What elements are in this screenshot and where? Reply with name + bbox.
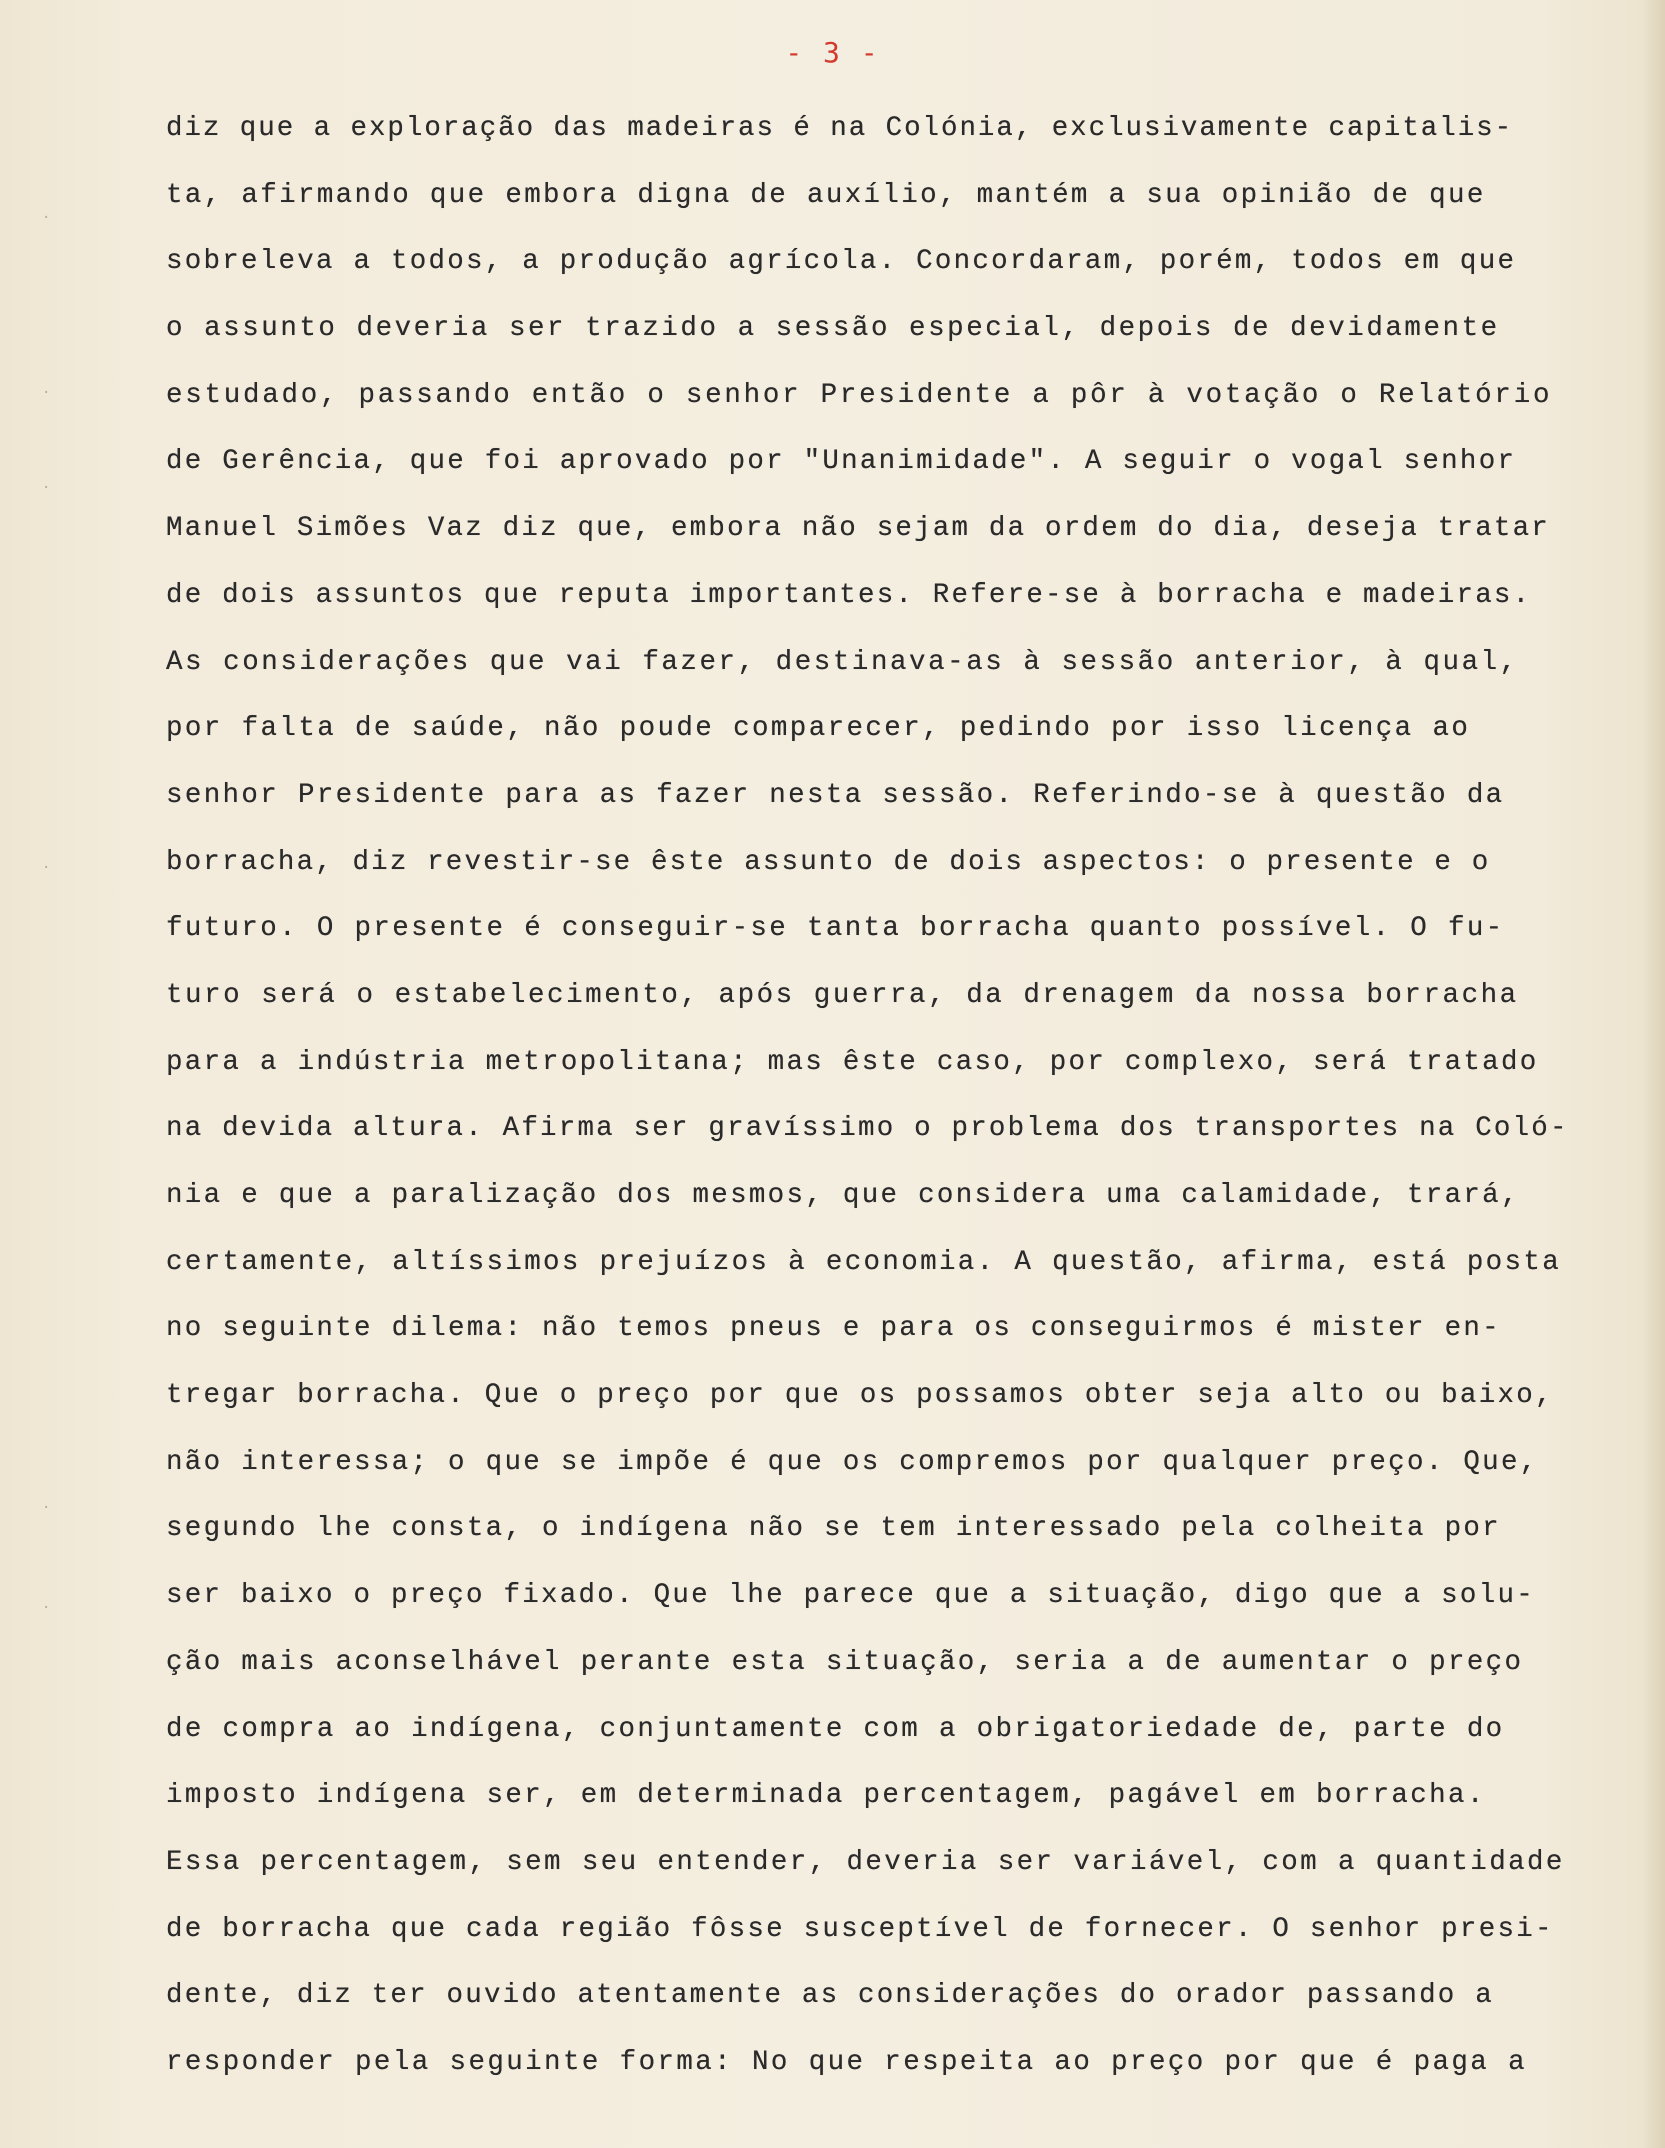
margin-mark: · — [42, 1600, 51, 1616]
text-line: no seguinte dilema: não temos pneus e para os conseguirmos é mister en- — [166, 1313, 1501, 1345]
page-number: - 3 - — [785, 36, 880, 69]
margin-mark: · — [42, 210, 51, 226]
text-line: tregar borracha. Que o preço por que os possamos obter seja alto ou baixo, — [166, 1380, 1554, 1412]
text-line: responder pela seguinte forma: No que respeita ao preço por que é paga a — [166, 2046, 1527, 2078]
text-line: ção mais aconselhável perante esta situação, seria a de aumentar o preço — [166, 1646, 1524, 1678]
text-line: para a indústria metropolitana; mas êste caso, por complexo, será tratado — [166, 1046, 1539, 1078]
margin-mark: · — [42, 1500, 51, 1516]
paper-edge-shadow — [1641, 0, 1665, 2148]
margin-mark: · — [42, 480, 51, 496]
text-line: diz que a exploração das madeiras é na Colónia, exclusivamente capitalis- — [166, 113, 1514, 144]
text-line: nia e que a paralização dos mesmos, que considera uma calamidade, trará, — [166, 1180, 1520, 1211]
text-line: borracha, diz revestir-se êste assunto de dois aspectos: o presente e o — [166, 846, 1491, 878]
text-line: turo será o estabelecimento, após guerra, da drenagem da nossa borracha — [166, 979, 1519, 1011]
text-line: por falta de saúde, não poude comparecer, pedindo por isso licença ao — [166, 713, 1471, 745]
text-line: estudado, passando então o senhor Presidente a pôr à votação o Relatório — [166, 379, 1553, 411]
text-line: imposto indígena ser, em determinada percentagem, pagável em borracha. — [166, 1780, 1486, 1812]
text-line: Manuel Simões Vaz diz que, embora não sejam da ordem do dia, deseja tratar — [166, 513, 1550, 545]
margin-mark: · — [42, 385, 51, 401]
margin-mark: · — [42, 860, 51, 876]
text-line: de borracha que cada região fôsse susceptível de fornecer. O senhor presi- — [166, 1913, 1554, 1945]
text-line: de dois assuntos que reputa importantes. Refere-se à borracha e madeiras. — [166, 579, 1532, 611]
text-line: dente, diz ter ouvido atentamente as considerações do orador passando a — [166, 1980, 1494, 2012]
text-line: de Gerência, que foi aprovado por "Unanimidade". A seguir o vogal senhor — [166, 446, 1517, 478]
text-line: ta, afirmando que embora digna de auxílio, mantém a sua opinião de que — [166, 179, 1486, 211]
text-line: Essa percentagem, sem seu entender, deveria ser variável, com a quantidade — [166, 1846, 1565, 1878]
text-line: senhor Presidente para as fazer nesta sessão. Referindo-se à questão da — [166, 779, 1505, 811]
text-line: o assunto deveria ser trazido a sessão especial, depois de devidamente — [166, 313, 1500, 345]
typed-body-text — [166, 96, 1641, 2097]
text-line: ser baixo o preço fixado. Que lhe parece que a situação, digo que a solu- — [166, 1580, 1535, 1612]
text-line: futuro. O presente é conseguir-se tanta borracha quanto possível. O fu- — [166, 913, 1505, 945]
text-line: não interessa; o que se impõe é que os compremos por qualquer preço. Que, — [166, 1446, 1539, 1478]
text-line: segundo lhe consta, o indígena não se tem interessado pela colheita por — [166, 1513, 1501, 1545]
text-line: na devida altura. Afirma ser gravíssimo o problema dos transportes na Coló- — [166, 1113, 1569, 1145]
text-line: certamente, altíssimos prejuízos à economia. A questão, afirma, está posta — [166, 1246, 1562, 1278]
text-line: sobreleva a todos, a produção agrícola. Concordaram, porém, todos em que — [166, 246, 1517, 278]
text-line: As considerações que vai fazer, destinava-as à sessão anterior, à qual, — [166, 646, 1519, 678]
text-line: de compra ao indígena, conjuntamente com a obrigatoriedade de, parte do — [166, 1713, 1505, 1745]
